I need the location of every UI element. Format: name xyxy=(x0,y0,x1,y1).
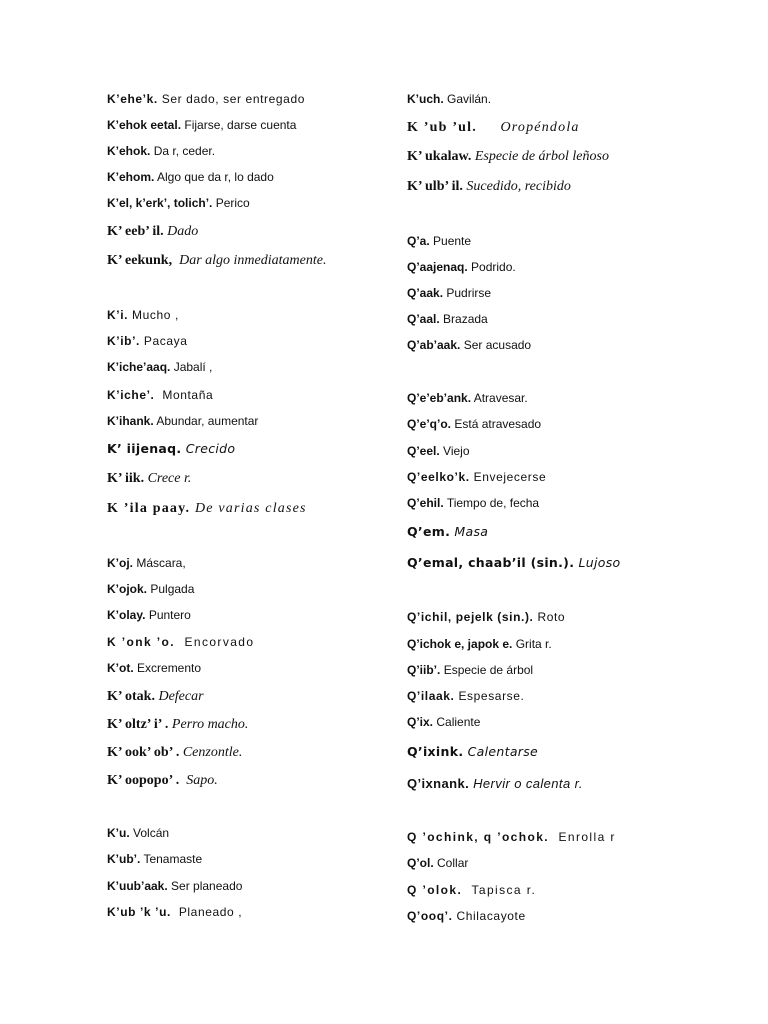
entry xyxy=(407,777,583,790)
headword: K’ehok eetal. xyxy=(107,118,182,132)
entry xyxy=(107,718,248,732)
entry xyxy=(407,690,524,702)
headword: Q’ehil. xyxy=(407,496,444,510)
definition: Enrolla r xyxy=(558,830,616,844)
entry xyxy=(407,664,533,676)
entry xyxy=(107,774,218,788)
headword: Q’emal, chaab’il (sin.). xyxy=(407,555,575,570)
headword: Q’ol. xyxy=(407,856,434,870)
headword: K’ib’. xyxy=(107,334,140,348)
definition: Sucedido, recibido xyxy=(466,179,571,194)
headword: K’ iijenaq. xyxy=(107,441,182,456)
definition: Jabalí , xyxy=(173,360,213,374)
definition: Viejo xyxy=(443,444,470,458)
definition: Hervir o calenta r. xyxy=(473,776,583,791)
definition: Mucho , xyxy=(132,308,179,322)
definition: Máscara, xyxy=(136,556,186,570)
entry xyxy=(407,93,491,105)
headword: Q’aak. xyxy=(407,286,444,300)
definition: Abundar, aumentar xyxy=(156,414,259,428)
headword: K’ehe’k. xyxy=(107,92,158,106)
definition: Calentarse xyxy=(467,744,539,759)
headword: Q’ab’aak. xyxy=(407,338,461,352)
definition: Brazada xyxy=(443,312,488,326)
headword: K’ ulb’ il. xyxy=(407,179,463,194)
entry xyxy=(107,335,188,347)
headword: Q’ichok e, japok e. xyxy=(407,637,513,651)
entry xyxy=(107,389,213,401)
definition: Excremento xyxy=(137,661,202,675)
definition: Collar xyxy=(437,856,469,870)
entry xyxy=(107,906,242,918)
definition: Planeado , xyxy=(178,905,243,919)
entry xyxy=(407,392,528,404)
entry xyxy=(107,93,305,105)
headword: K’ iik. xyxy=(107,471,145,486)
definition: Está atravesado xyxy=(454,417,542,431)
definition: Tapisca r. xyxy=(471,883,537,897)
definition: Algo que da r, lo dado xyxy=(157,170,274,184)
definition: Lujoso xyxy=(578,555,621,570)
entry xyxy=(107,636,254,648)
definition: Gavilán. xyxy=(447,92,492,106)
headword: Q’aajenaq. xyxy=(407,260,468,274)
entry xyxy=(407,910,526,922)
definition: Especie de árbol leñoso xyxy=(474,149,609,164)
definition: Dar algo inmediatamente. xyxy=(179,253,327,268)
entry xyxy=(107,662,201,674)
headword: Q’ichil, pejelk (sin.). xyxy=(407,610,534,624)
headword: K’ehom. xyxy=(107,170,155,184)
headword: Q’eelko’k. xyxy=(407,470,470,484)
entry xyxy=(107,443,235,456)
entry xyxy=(107,119,296,131)
headword: K’ub’. xyxy=(107,852,141,866)
headword: Q’ix. xyxy=(407,715,434,729)
entry xyxy=(107,361,212,373)
entry xyxy=(107,502,307,516)
headword: K’olay. xyxy=(107,608,146,622)
headword: K’ub ’k ’u. xyxy=(107,905,171,919)
entry xyxy=(407,471,546,483)
entry xyxy=(107,853,202,865)
entry xyxy=(407,611,565,623)
headword: K’ otak. xyxy=(107,689,155,704)
definition: Crece r. xyxy=(147,471,192,486)
definition: Dado xyxy=(167,224,199,239)
entry xyxy=(107,880,242,892)
headword: K’i. xyxy=(107,308,129,322)
headword: K’ eeb’ il. xyxy=(107,224,164,239)
definition: Ser dado, ser entregado xyxy=(161,92,305,106)
definition: Roto xyxy=(537,610,566,624)
definition: Tiempo de, fecha xyxy=(446,496,540,510)
headword: K’ihank. xyxy=(107,414,154,428)
entry xyxy=(407,857,468,869)
entry xyxy=(407,418,541,430)
entry xyxy=(407,150,609,164)
entry xyxy=(107,557,186,569)
entry xyxy=(407,339,531,351)
headword: Q’iib’. xyxy=(407,663,441,677)
definition: Ser planeado xyxy=(171,879,243,893)
definition: De varias clases xyxy=(194,501,307,516)
definition: Atravesar. xyxy=(473,391,528,405)
definition: Oropéndola xyxy=(500,120,580,135)
entry xyxy=(407,180,571,194)
entry xyxy=(407,831,616,843)
definition: Grita r. xyxy=(515,637,552,651)
entry xyxy=(107,254,326,268)
headword: K’ oopopo’ . xyxy=(107,773,180,788)
entry xyxy=(107,145,215,157)
headword: K’ eekunk, xyxy=(107,253,173,268)
entry xyxy=(107,583,194,595)
headword: Q’ixnank. xyxy=(407,776,470,791)
definition: Masa xyxy=(454,524,489,539)
definition: Encorvado xyxy=(184,635,255,649)
definition: Chilacayote xyxy=(456,909,526,923)
headword: K’ot. xyxy=(107,661,134,675)
entry xyxy=(407,557,621,570)
definition: Pulgada xyxy=(150,582,195,596)
headword: Q’e’q’o. xyxy=(407,417,452,431)
headword: K ’ila paay. xyxy=(107,501,191,516)
entry xyxy=(107,690,204,704)
entry xyxy=(407,884,536,896)
definition: Puntero xyxy=(148,608,191,622)
entry xyxy=(107,827,169,839)
definition: Crecido xyxy=(185,441,236,456)
headword: K’uch. xyxy=(407,92,444,106)
entry xyxy=(407,526,488,539)
headword: K ’ub ’ul. xyxy=(407,120,477,135)
definition: Volcán xyxy=(133,826,170,840)
headword: K ’onk ’o. xyxy=(107,635,175,649)
headword: Q’eel. xyxy=(407,444,440,458)
headword: Q’e’eb’ank. xyxy=(407,391,472,405)
entry xyxy=(407,287,491,299)
definition: Pudrirse xyxy=(446,286,492,300)
entry xyxy=(107,309,179,321)
definition: Montaña xyxy=(162,388,214,402)
entry xyxy=(407,746,538,759)
headword: K’el, k’erk’, tolich’. xyxy=(107,196,213,210)
definition: Fijarse, darse cuenta xyxy=(184,118,297,132)
entry xyxy=(107,746,242,760)
definition: Espesarse. xyxy=(458,689,525,703)
headword: Q ’olok. xyxy=(407,883,463,897)
headword: Q’a. xyxy=(407,234,430,248)
entry xyxy=(407,497,539,509)
definition: Defecar xyxy=(158,689,204,704)
definition: Perico xyxy=(215,196,250,210)
definition: Da r, ceder. xyxy=(153,144,216,158)
definition: Ser acusado xyxy=(463,338,532,352)
headword: Q’ixink. xyxy=(407,744,464,759)
headword: K’iche’aaq. xyxy=(107,360,171,374)
headword: Q ’ochink, q ’ochok. xyxy=(407,830,550,844)
headword: Q’ooq’. xyxy=(407,909,453,923)
entry xyxy=(407,716,480,728)
headword: K’ojok. xyxy=(107,582,148,596)
definition: Cenzontle. xyxy=(182,745,243,760)
entry xyxy=(407,638,552,650)
definition: Envejecerse xyxy=(473,470,547,484)
definition: Puente xyxy=(433,234,472,248)
entry xyxy=(107,415,258,427)
entry xyxy=(407,235,471,247)
headword: K’ ukalaw. xyxy=(407,149,472,164)
entry xyxy=(407,261,516,273)
definition: Podrido. xyxy=(471,260,516,274)
definition: Tenamaste xyxy=(143,852,203,866)
entry xyxy=(107,609,191,621)
definition: Caliente xyxy=(436,715,481,729)
headword: Q’em. xyxy=(407,524,451,539)
headword: K’ ook’ ob’ . xyxy=(107,745,180,760)
entry xyxy=(107,171,274,183)
headword: Q’ilaak. xyxy=(407,689,455,703)
headword: K’ oltz’ i’ . xyxy=(107,717,169,732)
entry xyxy=(407,313,488,325)
entry xyxy=(407,445,470,457)
definition: Perro macho. xyxy=(171,717,249,732)
headword: K’oj. xyxy=(107,556,133,570)
entry xyxy=(407,121,580,135)
headword: K’uub’aak. xyxy=(107,879,168,893)
headword: K’iche’. xyxy=(107,388,155,402)
headword: K’u. xyxy=(107,826,130,840)
definition: Pacaya xyxy=(143,334,188,348)
headword: K’ehok. xyxy=(107,144,151,158)
definition: Sapo. xyxy=(186,773,218,788)
definition: Especie de árbol xyxy=(443,663,534,677)
entry xyxy=(107,225,198,239)
headword: Q’aal. xyxy=(407,312,440,326)
entry xyxy=(107,197,250,209)
entry xyxy=(107,472,191,486)
